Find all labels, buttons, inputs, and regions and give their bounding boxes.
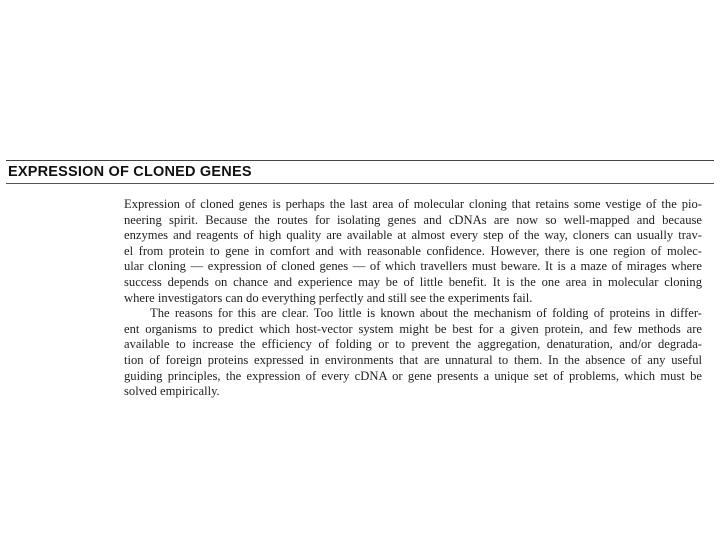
text-line: el from protein to gene in comfort and with reasonable confidence. However, there is one region of molec- bbox=[124, 243, 702, 258]
text-line: where investigators can do everything perfectly and still see the experiments fail. bbox=[124, 290, 533, 305]
section-heading: EXPRESSION OF CLONED GENES bbox=[8, 164, 252, 180]
text-line: ent organisms to predict which host-vector system might be best for a given protein, and few methods are bbox=[124, 321, 702, 336]
paragraph-1 bbox=[124, 197, 702, 306]
text-line: The reasons for this are clear. Too little is known about the mechanism of folding of proteins in differ- bbox=[150, 306, 702, 321]
text-line: guiding principles, the expression of every cDNA or gene presents a unique set of problems, which must be bbox=[124, 368, 702, 383]
heading-top-rule bbox=[6, 160, 714, 161]
paragraph-2 bbox=[124, 306, 702, 400]
text-line: ular cloning — expression of cloned genes — of which travellers must beware. It is a maze of mirages where bbox=[124, 259, 702, 274]
body-text bbox=[124, 197, 702, 400]
text-line: neering spirit. Because the routes for isolating genes and cDNAs are now so well-mapped and because bbox=[124, 212, 702, 227]
heading-bottom-rule bbox=[6, 183, 714, 184]
text-line: tion of foreign proteins expressed in environments that are unnatural to them. In the absence of any useful bbox=[124, 352, 702, 367]
text-line: enzymes and reagents of high quality are available at almost every step of the way, cloners can usually trav- bbox=[124, 228, 702, 243]
text-line: solved empirically. bbox=[124, 384, 220, 399]
text-line: success depends on chance and experience may be of little benefit. It is the one area in molecular cloning bbox=[124, 274, 702, 289]
text-line: available to increase the efficiency of folding or to prevent the aggregation, denaturation, and/or degrada- bbox=[124, 337, 702, 352]
text-line: Expression of cloned genes is perhaps the last area of molecular cloning that retains some vestige of the pio- bbox=[124, 197, 702, 211]
